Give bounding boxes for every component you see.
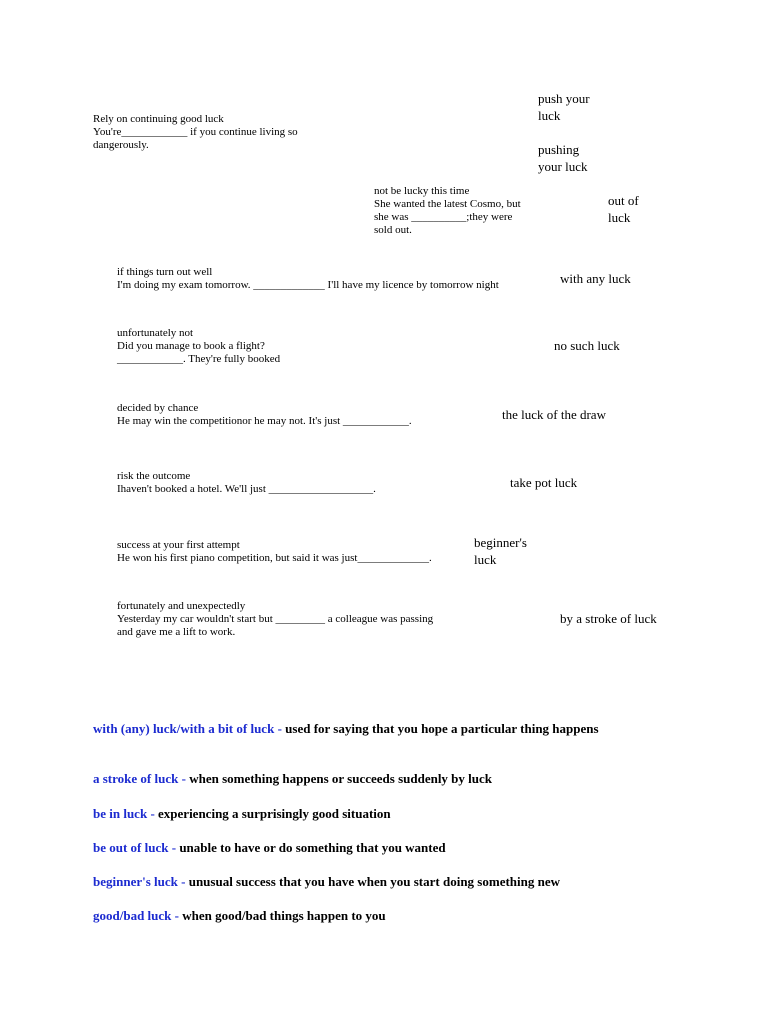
definition-term: good/bad luck [93, 908, 172, 923]
exercise-sentence-line: dangerously. [93, 139, 149, 151]
exercise-sentence-line: she was __________;they were [374, 211, 513, 223]
exercise-sentence-line: sold out. [374, 224, 412, 236]
definition-3 [93, 805, 653, 822]
exercise-sentence-line: Did you manage to book a flight? [117, 340, 265, 352]
answer-2 [608, 192, 639, 226]
definition-5 [93, 873, 653, 890]
exercise-6 [117, 470, 376, 496]
definition-4 [93, 839, 653, 856]
definition-meaning: unable to have or do something that you wanted [179, 840, 446, 855]
exercise-8 [117, 600, 433, 639]
exercise-sentence-line: He may win the competitionor he may not. It's just ____________. [117, 415, 412, 427]
answer-line: take pot luck [510, 475, 578, 490]
answer-line: out of [608, 193, 639, 208]
exercise-clue: if things turn out well [117, 266, 213, 278]
definition-term: with (any) luck/with a bit of luck [93, 721, 275, 736]
exercise-sentence-line: I'm doing my exam tomorrow. _____________ I'll have my licence by tomorrow night [117, 279, 499, 291]
exercise-sentence-line: ____________. They're fully booked [117, 353, 281, 365]
definition-2 [93, 770, 653, 787]
answer-3 [560, 270, 631, 287]
exercise-1 [93, 113, 298, 152]
exercise-sentence-line: He won his first piano competition, but said it was just_____________. [117, 552, 432, 564]
exercise-3 [117, 266, 499, 292]
definition-meaning: unusual success that you have when you start doing something new [188, 874, 560, 889]
answer-line: with any luck [560, 271, 631, 286]
definition-term: be out of luck [93, 840, 169, 855]
answer-line: by a stroke of luck [560, 611, 657, 626]
exercise-sentence-line: Ihaven't booked a hotel. We'll just ___________________. [117, 483, 376, 495]
definition-term: beginner's luck [93, 874, 178, 889]
definition-6 [93, 907, 653, 924]
definition-separator: - [171, 908, 183, 923]
exercise-clue: success at your first attempt [117, 539, 240, 551]
exercise-clue: risk the outcome [117, 470, 191, 482]
definition-meaning: experiencing a surprisingly good situation [158, 806, 391, 821]
answer-line: luck [608, 210, 631, 225]
exercise-7 [117, 539, 432, 565]
exercise-clue: Rely on continuing good luck [93, 113, 224, 125]
definition-separator: - [177, 874, 189, 889]
exercise-sentence-line: She wanted the latest Cosmo, but [374, 198, 521, 210]
definition-term: a stroke of luck [93, 771, 179, 786]
definition-separator: - [274, 721, 286, 736]
answer-1 [538, 90, 590, 175]
definition-separator: - [147, 806, 159, 821]
definition-meaning: used for saying that you hope a particular thing happens [285, 721, 599, 736]
answer-5 [502, 406, 606, 423]
exercise-clue: fortunately and unexpectedly [117, 600, 246, 612]
answer-line: push your [538, 91, 590, 106]
definition-1 [93, 720, 653, 737]
definition-term: be in luck [93, 806, 148, 821]
definition-separator: - [168, 840, 180, 855]
exercise-2 [374, 185, 521, 237]
answer-line [538, 124, 590, 141]
exercise-clue: decided by chance [117, 402, 199, 414]
answer-line: the luck of the draw [502, 407, 606, 422]
answer-7 [474, 534, 527, 568]
answer-line: pushing [538, 142, 580, 157]
answer-8 [560, 610, 657, 627]
exercise-4 [117, 327, 280, 366]
answer-line: your luck [538, 159, 588, 174]
definition-separator: - [178, 771, 190, 786]
exercise-sentence-line: You're____________ if you continue living so [93, 126, 298, 138]
answer-line: beginner's [474, 535, 527, 550]
answer-line: luck [474, 552, 497, 567]
exercise-sentence-line: and gave me a lift to work. [117, 626, 236, 638]
answer-line: no such luck [554, 338, 620, 353]
exercise-sentence-line: Yesterday my car wouldn't start but _________ a colleague was passing [117, 613, 434, 625]
definition-meaning: when something happens or succeeds suddenly by luck [189, 771, 493, 786]
answer-6 [510, 474, 577, 491]
answer-line: luck [538, 108, 561, 123]
answer-4 [554, 337, 620, 354]
definition-meaning: when good/bad things happen to you [182, 908, 386, 923]
exercise-clue: unfortunately not [117, 327, 194, 339]
exercise-5 [117, 402, 412, 428]
exercise-clue: not be lucky this time [374, 185, 470, 197]
